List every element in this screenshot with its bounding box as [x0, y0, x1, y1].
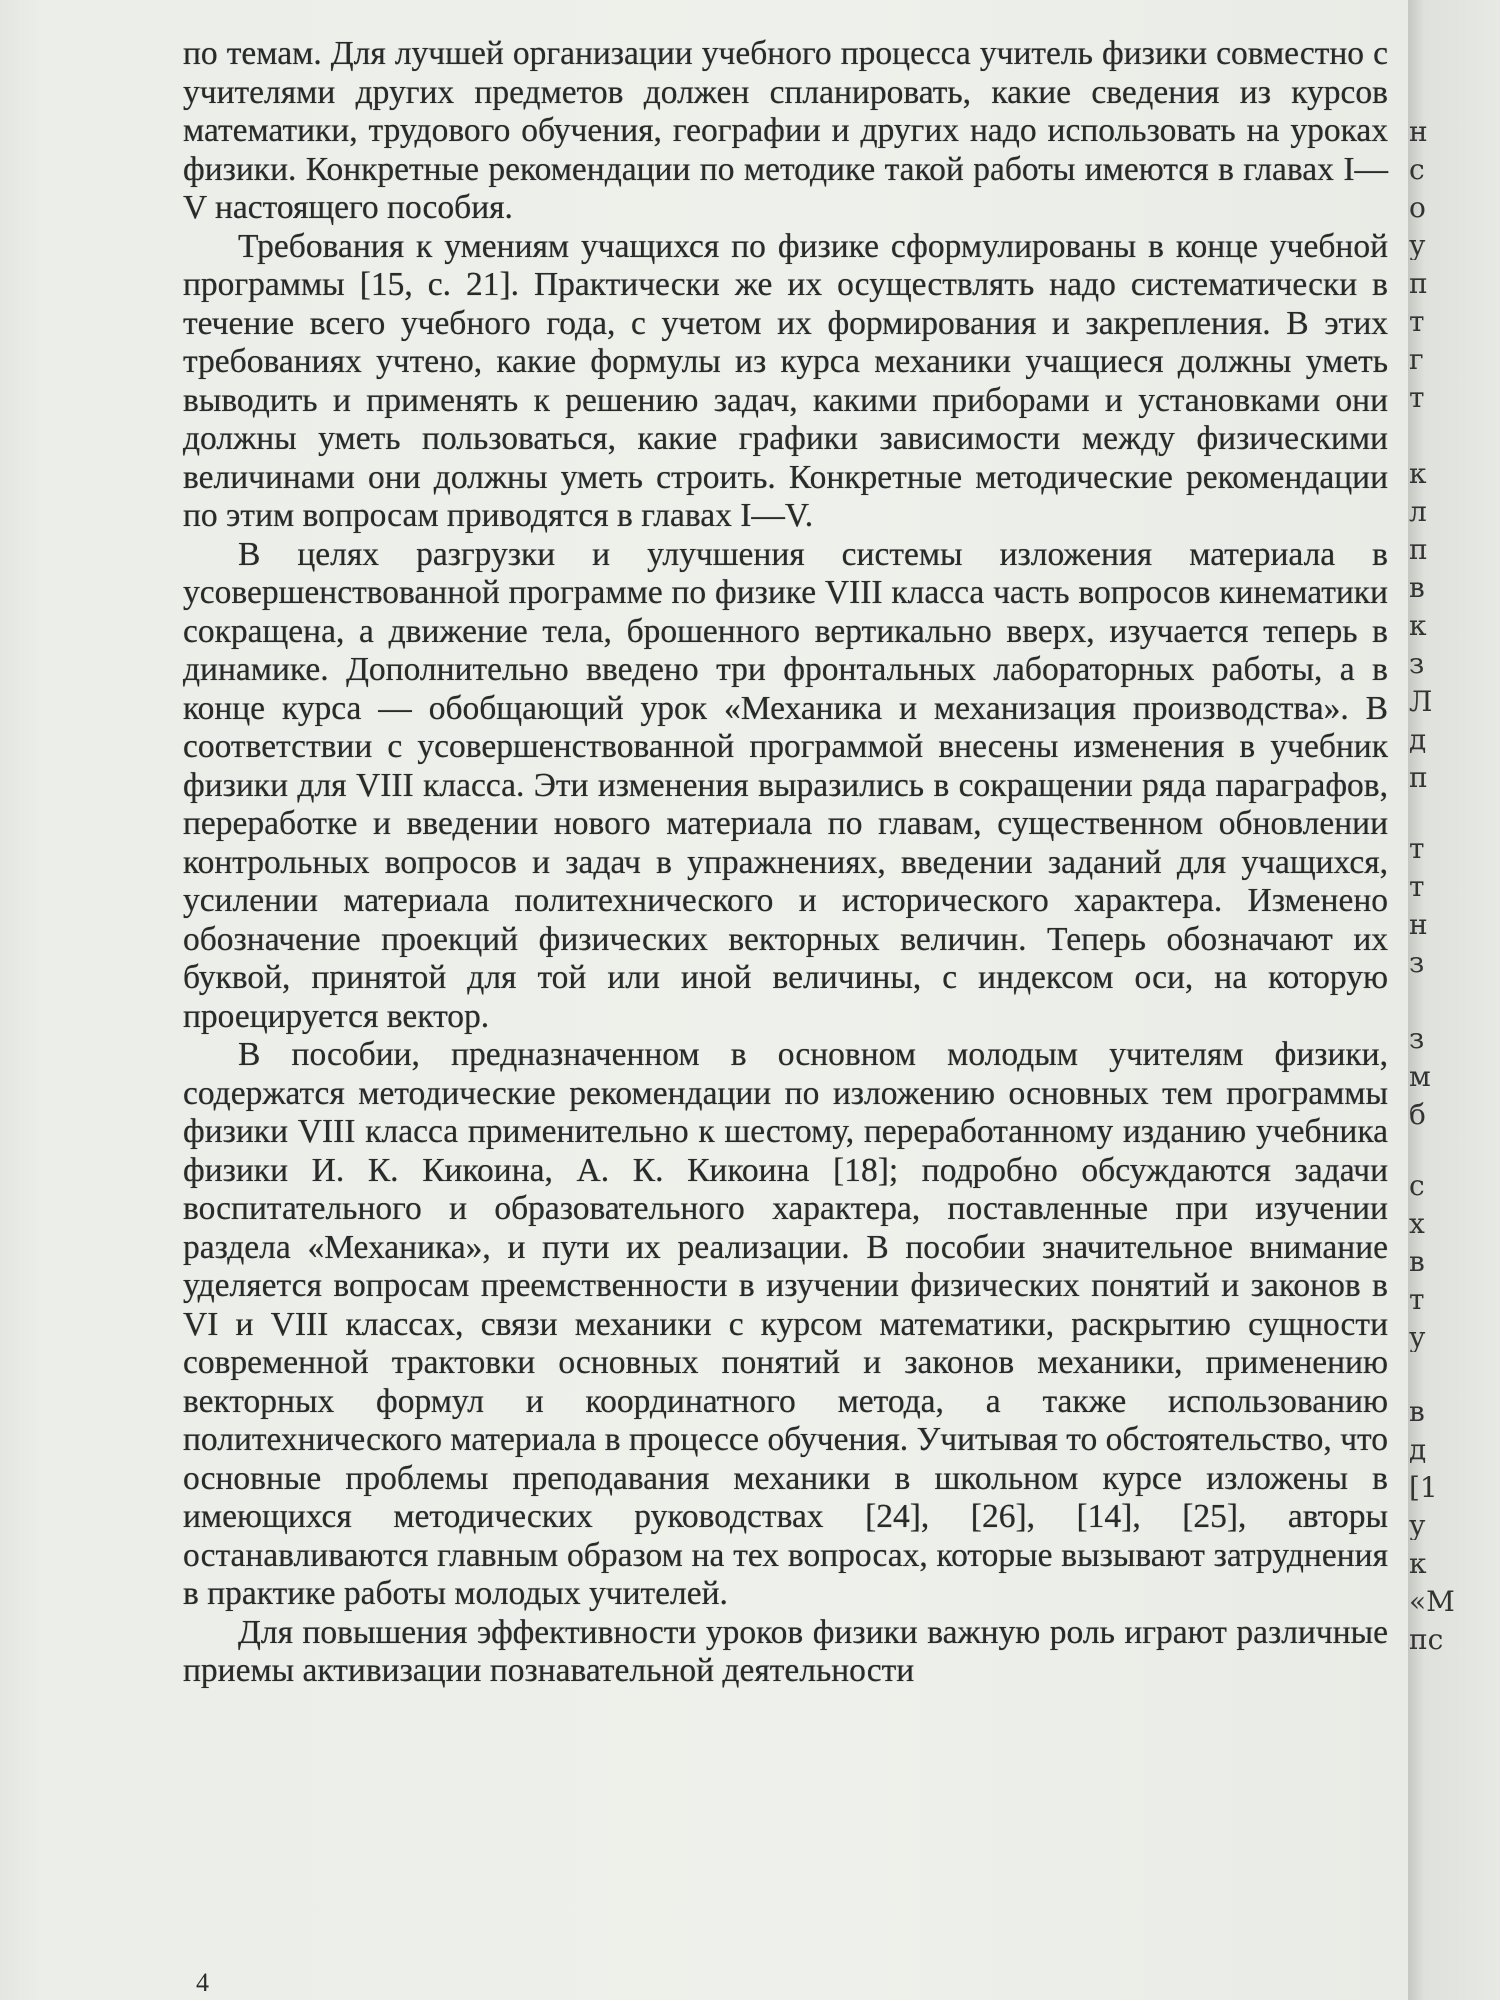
adjacent-fragment: у: [1409, 1512, 1426, 1540]
adjacent-fragment: в: [1409, 1398, 1425, 1426]
adjacent-fragment: л: [1409, 498, 1427, 526]
adjacent-fragment: н: [1409, 911, 1428, 939]
adjacent-fragment: б: [1409, 1101, 1426, 1129]
adjacent-fragment: к: [1409, 460, 1427, 488]
paragraph-3: В целях разгрузки и улучшения системы изложения материала в усовершенствованной программе по физике VIII класса часть вопросов кинематики сокращена, а движение тела, брошенного вертикально вверх, изучается теперь в динамике. Дополнительно введено три фронтальных лабораторных работы, а в конце курса — обобщающий урок «Механика и механизация производства». В соответствии с усовершенствованной программой внесены изменения в учебник физики для VIII класса. Эти изменения выразились в сокращении ряда параграфов, переработке и введении нового материала по главам, существенном обновлении контрольных вопросов и задач в упражнениях, введении заданий для учащихся, усилении материала политехнического и исторического характера. Изменено обозначение проекций физических векторных величин. Теперь обозначают их буквой, принятой для той или иной величины, с индексом оси, на которую проецируется вектор.: [183, 535, 1388, 1035]
adjacent-fragment: у: [1409, 232, 1426, 260]
adjacent-fragment: пс: [1409, 1626, 1444, 1654]
adjacent-fragment: о: [1409, 194, 1426, 222]
adjacent-fragment: т: [1409, 384, 1425, 412]
adjacent-fragment: д: [1409, 726, 1427, 754]
adjacent-fragment: н: [1409, 118, 1428, 146]
adjacent-fragment: с: [1409, 156, 1425, 184]
adjacent-fragment: х: [1409, 1210, 1425, 1238]
paragraph-5: Для повышения эффективности уроков физики важную роль играют различные приемы активизации познавательной деятельности: [183, 1613, 1388, 1689]
paragraph-4: В пособии, предназначенном в основном молодым учителям физики, содержатся методические рекомендации по изложению основных тем программы физики VIII класса применительно к шестому, переработанному изданию учебника физики И. К. Кикоина, А. К. Кикоина [18]; подробно обсуждаются задачи воспитательного и образовательного характера, поставленные при изучении раздела «Механика», и пути их реализации. В пособии значительное внимание уделяется вопросам преемственности в изучении физических понятий и законов в VI и VIII классах, связи механики с курсом математики, раскрытию сущности современной трактовки основных понятий и законов механики, применению векторных формул и координатного метода, а также использованию политехнического материала в процессе обучения. Учитывая то обстоятельство, что основные проблемы преподавания механики в школьном курсе изложены в имеющихся методических руководствах [24], [26], [14], [25], авторы останавливаются главным образом на тех вопросах, которые вызывают затруднения в практике работы молодых учителей.: [183, 1036, 1388, 1612]
adjacent-fragment: п: [1409, 536, 1428, 564]
adjacent-fragment: т: [1409, 873, 1425, 901]
adjacent-fragment: «М: [1409, 1588, 1455, 1616]
adjacent-fragment: п: [1409, 764, 1428, 792]
adjacent-fragment: у: [1409, 1324, 1426, 1352]
adjacent-fragment: к: [1409, 1550, 1427, 1578]
page-number: 4: [196, 1968, 209, 1997]
adjacent-page-edge: [1408, 0, 1500, 2000]
adjacent-fragment: к: [1409, 612, 1427, 640]
adjacent-fragment: г: [1409, 346, 1424, 374]
paragraph-2: Требования к умениям учащихся по физике сформулированы в конце учебной программы [15, с. 21]. Практически же их осуществлять надо систематически в течение всего учебного года, с учетом их формирования и закрепления. В этих требованиях учтено, какие формулы из курса механики учащиеся должны уметь выводить и применять к решению задач, какими приборами и установками они должны уметь пользоваться, какие графики зависимости между физическими величинами они должны уметь строить. Конкретные методические рекомендации по этим вопросам приводятся в главах I—V.: [183, 227, 1388, 534]
adjacent-fragment: д: [1409, 1436, 1427, 1464]
adjacent-fragment: с: [1409, 1172, 1425, 1200]
adjacent-fragment: т: [1409, 308, 1425, 336]
paragraph-1: по темам. Для лучшей организации учебного процесса учитель физики совместно с учителями других предметов должен спланировать, какие сведения из курсов математики, трудового обучения, географии и других надо использовать на уроках физики. Конкретные рекомендации по методике такой работы имеются в главах I—V настоящего пособия.: [183, 35, 1388, 226]
adjacent-fragment: м: [1409, 1063, 1431, 1091]
adjacent-fragment: з: [1409, 949, 1425, 977]
body-text: [183, 35, 1388, 1691]
adjacent-fragment: [1: [1409, 1474, 1438, 1502]
adjacent-fragment: в: [1409, 574, 1425, 602]
adjacent-fragment: Л: [1409, 688, 1433, 716]
adjacent-fragment: т: [1409, 1286, 1425, 1314]
adjacent-fragment: з: [1409, 1025, 1425, 1053]
adjacent-fragment: в: [1409, 1248, 1425, 1276]
adjacent-fragment: т: [1409, 835, 1425, 863]
adjacent-fragment: з: [1409, 650, 1425, 678]
adjacent-fragment: п: [1409, 270, 1428, 298]
